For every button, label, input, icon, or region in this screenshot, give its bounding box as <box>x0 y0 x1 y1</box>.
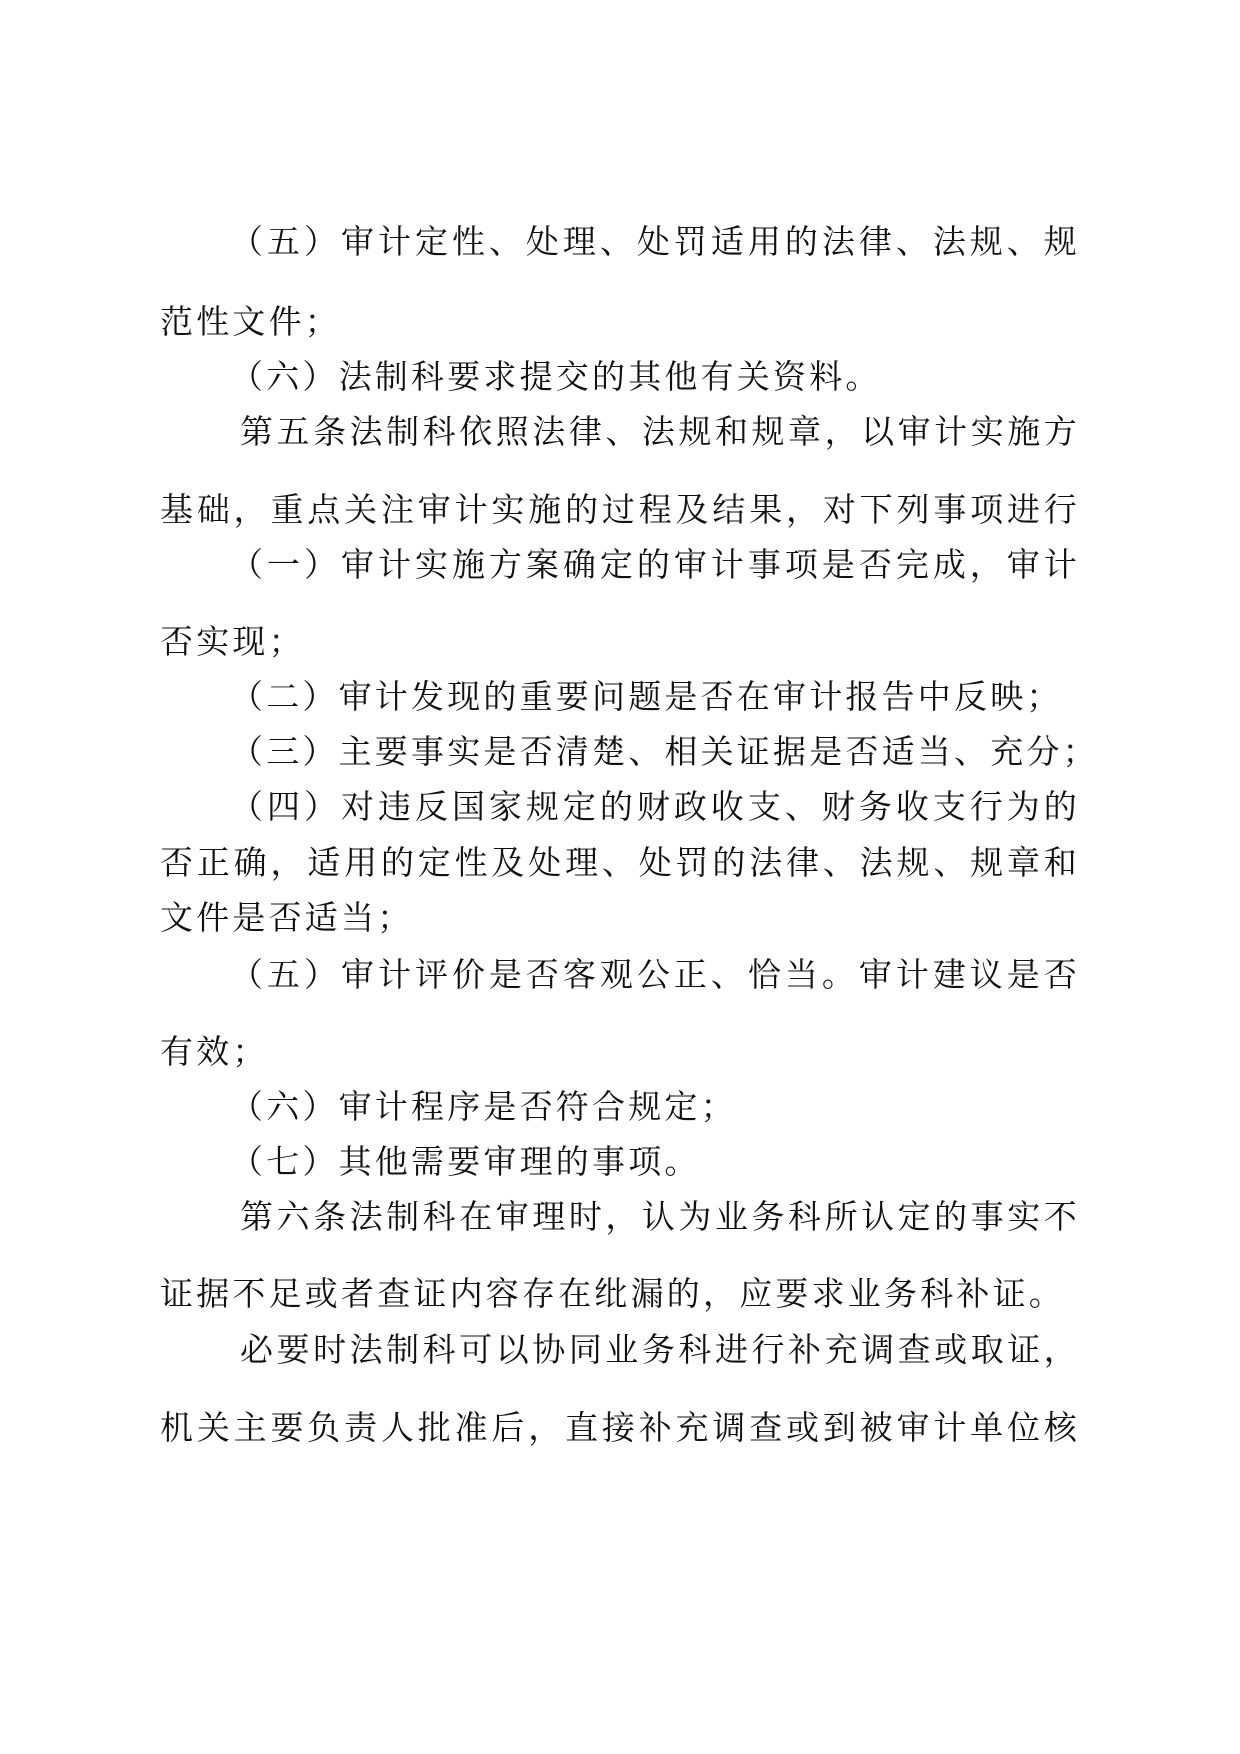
paragraph-line: （三）主要事实是否清楚、相关证据是否适当、充分； <box>230 732 1099 771</box>
paragraph-line: 有效； <box>160 1032 269 1071</box>
paragraph-line: （二）审计发现的重要问题是否在审计报告中反映； <box>230 677 1063 716</box>
paragraph-line: 第五条法制科依照法律、法规和规章，以审计实施方 <box>240 412 1080 451</box>
paragraph-line: （一）审计实施方案确定的审计事项是否完成，审计 <box>230 545 1080 584</box>
paragraph-line: （四）对违反国家规定的财政收支、财务收支行为的 <box>230 787 1080 826</box>
paragraph-line: 必要时法制科可以协同业务科进行补充调查或取证， <box>240 1330 1080 1369</box>
paragraph-line: 范性文件； <box>160 302 341 341</box>
paragraph-line: （七）其他需要审理的事项。 <box>230 1142 701 1181</box>
paragraph-line: 证据不足或者查证内容存在纰漏的，应要求业务科补证。 <box>160 1274 1065 1313</box>
paragraph-line: 否实现； <box>160 622 305 661</box>
paragraph-line: （六）审计程序是否符合规定； <box>230 1087 737 1126</box>
paragraph-line: 文件是否适当； <box>160 898 414 937</box>
paragraph-line: （六）法制科要求提交的其他有关资料。 <box>230 357 882 396</box>
paragraph-line: 第六条法制科在审理时，认为业务科所认定的事实不 <box>240 1197 1080 1236</box>
paragraph-line: 基础，重点关注审计实施的过程及结果，对下列事项进行 <box>160 490 1080 529</box>
paragraph-line: （五）审计定性、处理、处罚适用的法律、法规、规 <box>230 222 1080 261</box>
paragraph-line: （五）审计评价是否客观公正、恰当。审计建议是否 <box>230 955 1080 994</box>
paragraph-line: 否正确，适用的定性及处理、处罚的法律、法规、规章和 <box>160 843 1080 882</box>
paragraph-line: 机关主要负责人批准后，直接补充调查或到被审计单位核 <box>160 1408 1080 1447</box>
